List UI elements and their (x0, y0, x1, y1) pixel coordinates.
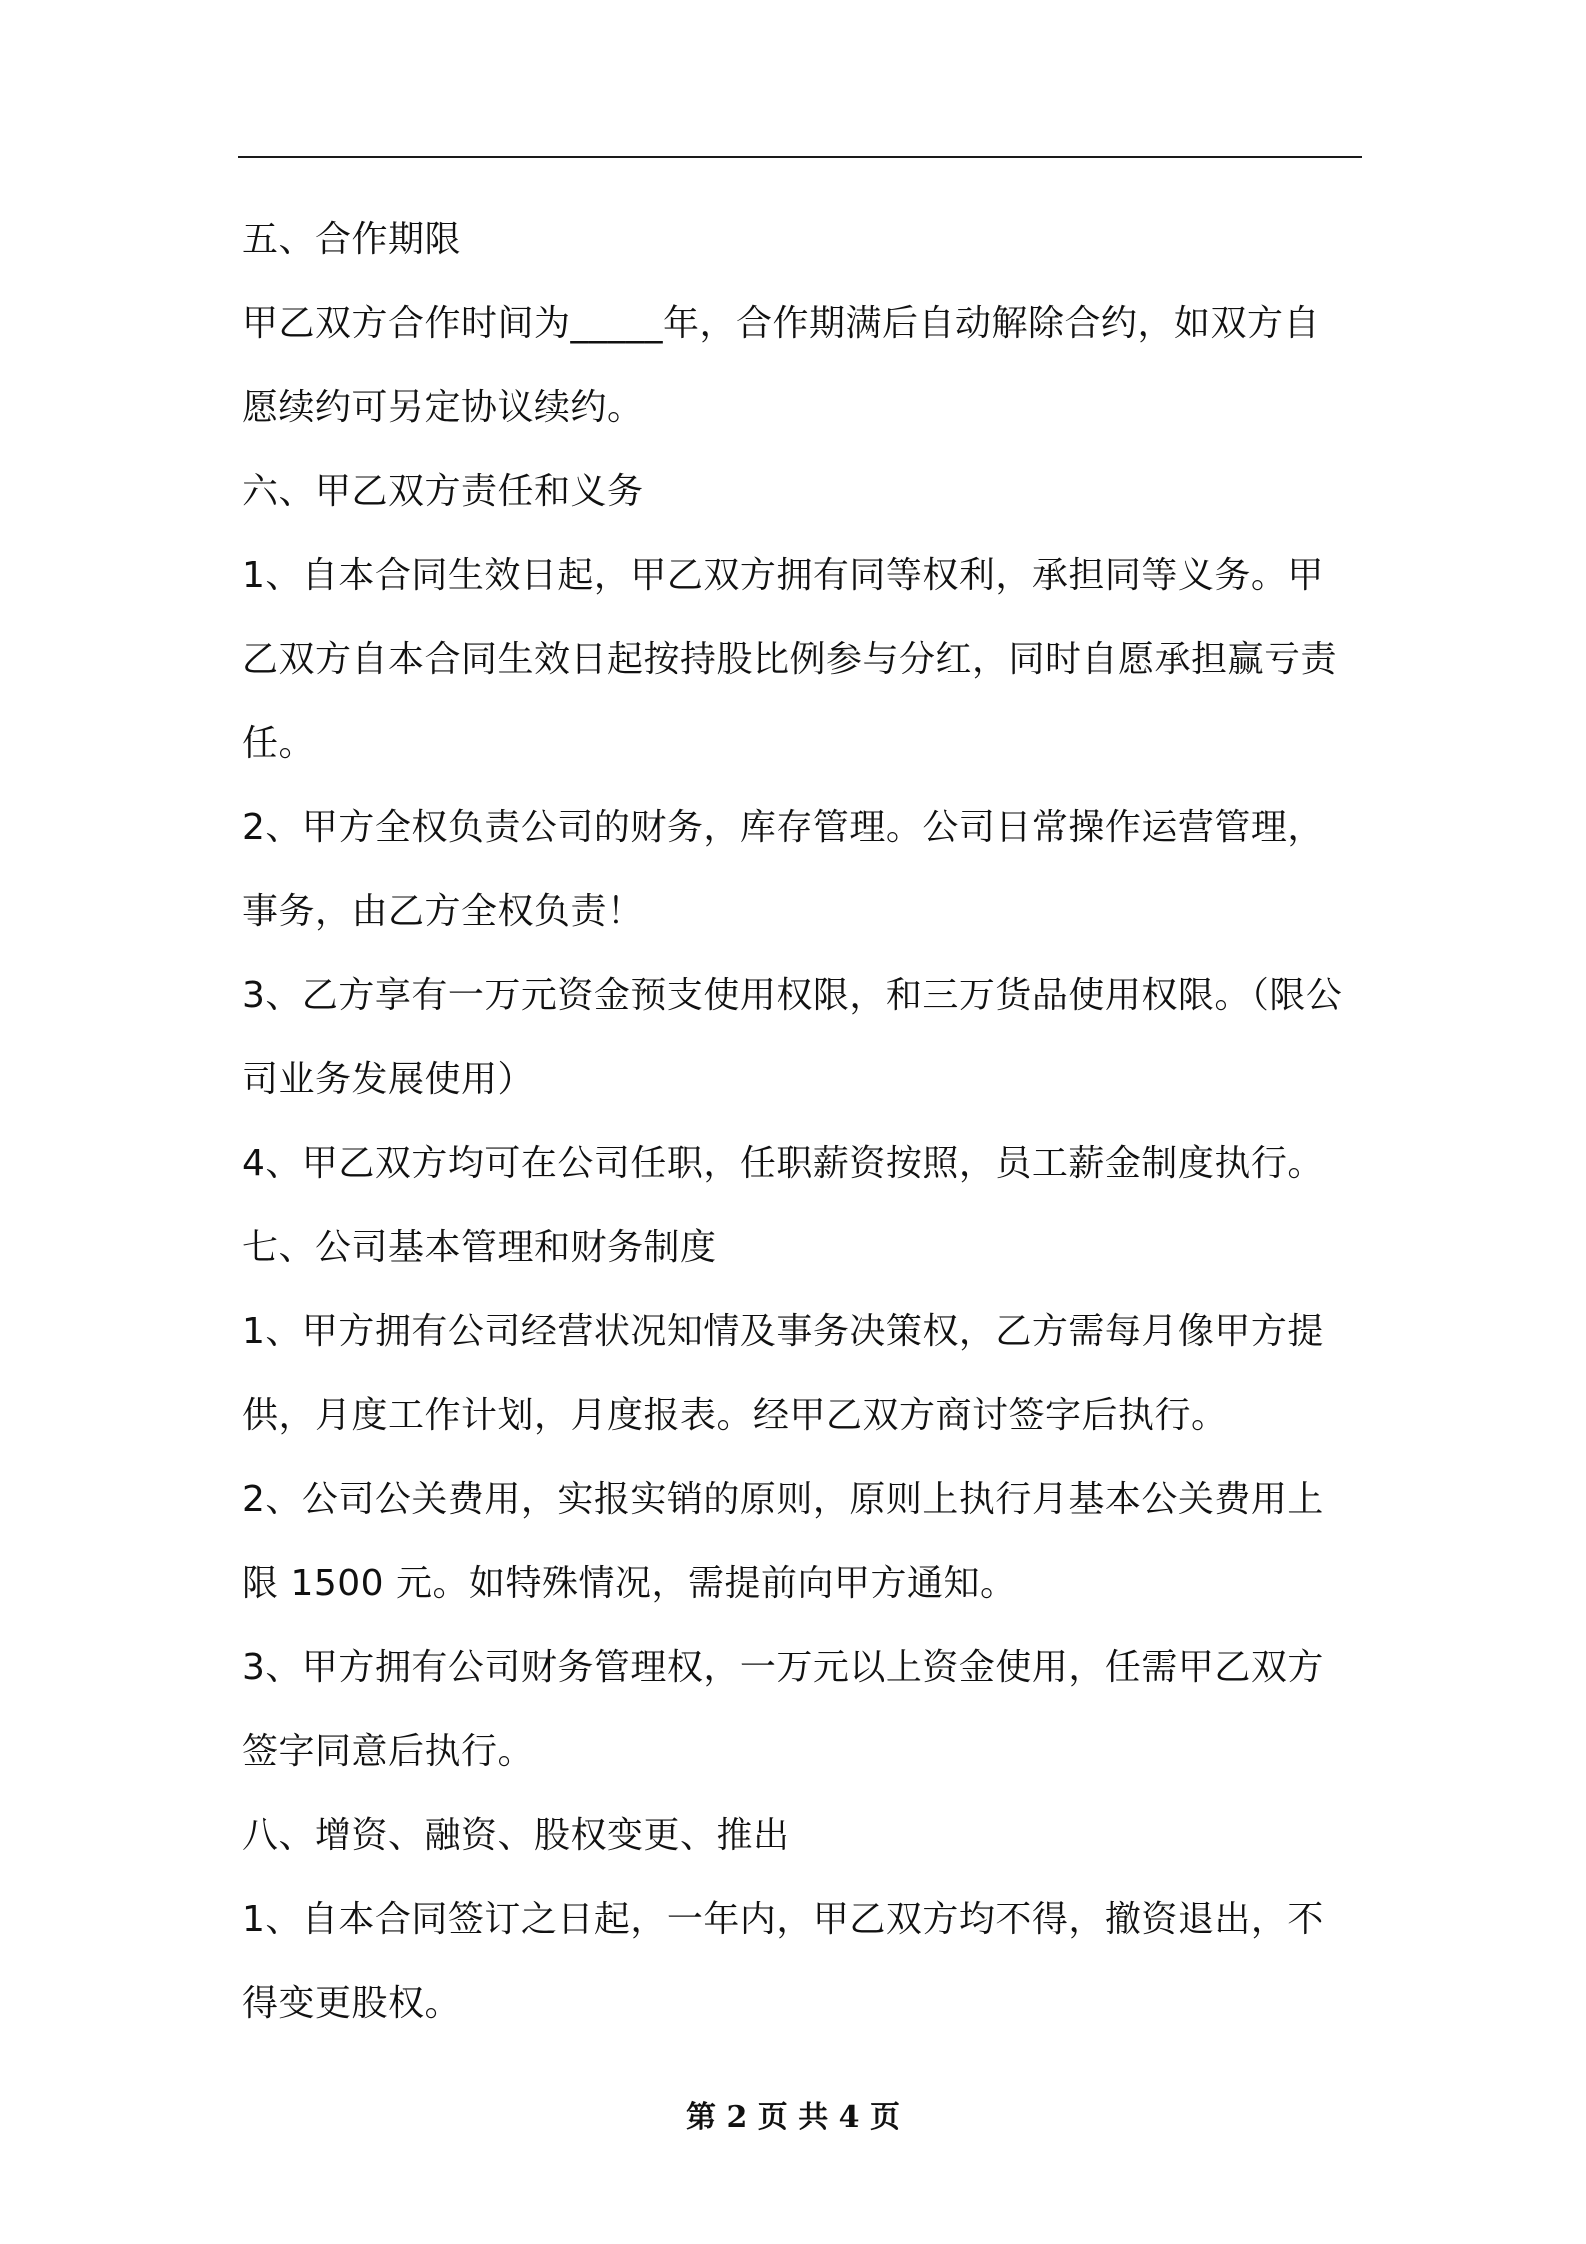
text-line: 司业务发展使用） (242, 1059, 535, 1100)
header-rule (238, 156, 1362, 158)
text-line: 3、乙方享有一万元资金预支使用权限，和三万货品使用权限。（限公 (242, 975, 1343, 1016)
text-line: 2、甲方全权负责公司的财务，库存管理。公司日常操作运营管理， (242, 807, 1324, 848)
section-heading-6: 六、甲乙双方责任和义务 (242, 471, 644, 512)
text-line: 事务，由乙方全权负责！ (242, 891, 644, 932)
text-line: 限 1500 元。如特殊情况，需提前向甲方通知。 (242, 1563, 1017, 1604)
section-heading-5: 五、合作期限 (242, 219, 462, 260)
text-line: 签字同意后执行。 (242, 1731, 535, 1772)
text-line: 甲乙双方合作时间为_____年，合作期满后自动解除合约，如双方自 (242, 303, 1321, 344)
text-line: 1、自本合同签订之日起，一年内，甲乙双方均不得，撤资退出，不 (242, 1899, 1324, 1940)
text-line: 1、自本合同生效日起，甲乙双方拥有同等权利，承担同等义务。甲 (242, 555, 1324, 596)
text-line: 愿续约可另定协议续约。 (242, 387, 644, 428)
text-line: 1、甲方拥有公司经营状况知情及事务决策权，乙方需每月像甲方提 (242, 1311, 1324, 1352)
text-line: 乙双方自本合同生效日起按持股比例参与分红，同时自愿承担赢亏责 (242, 639, 1338, 680)
section-heading-7: 七、公司基本管理和财务制度 (242, 1227, 717, 1268)
text-line: 得变更股权。 (242, 1983, 462, 2024)
document-body (242, 198, 1362, 2046)
text-line: 任。 (242, 723, 316, 764)
section-heading-8: 八、增资、融资、股权变更、推出 (242, 1815, 790, 1856)
text-line: 3、甲方拥有公司财务管理权，一万元以上资金使用，任需甲乙双方 (242, 1647, 1324, 1688)
page-number-footer: 第 2 页 共 4 页 (686, 2100, 900, 2135)
text-line: 2、公司公关费用，实报实销的原则，原则上执行月基本公关费用上 (242, 1479, 1324, 1520)
text-line: 4、甲乙双方均可在公司任职，任职薪资按照，员工薪金制度执行。 (242, 1143, 1324, 1184)
text-line: 供，月度工作计划，月度报表。经甲乙双方商讨签字后执行。 (242, 1395, 1228, 1436)
